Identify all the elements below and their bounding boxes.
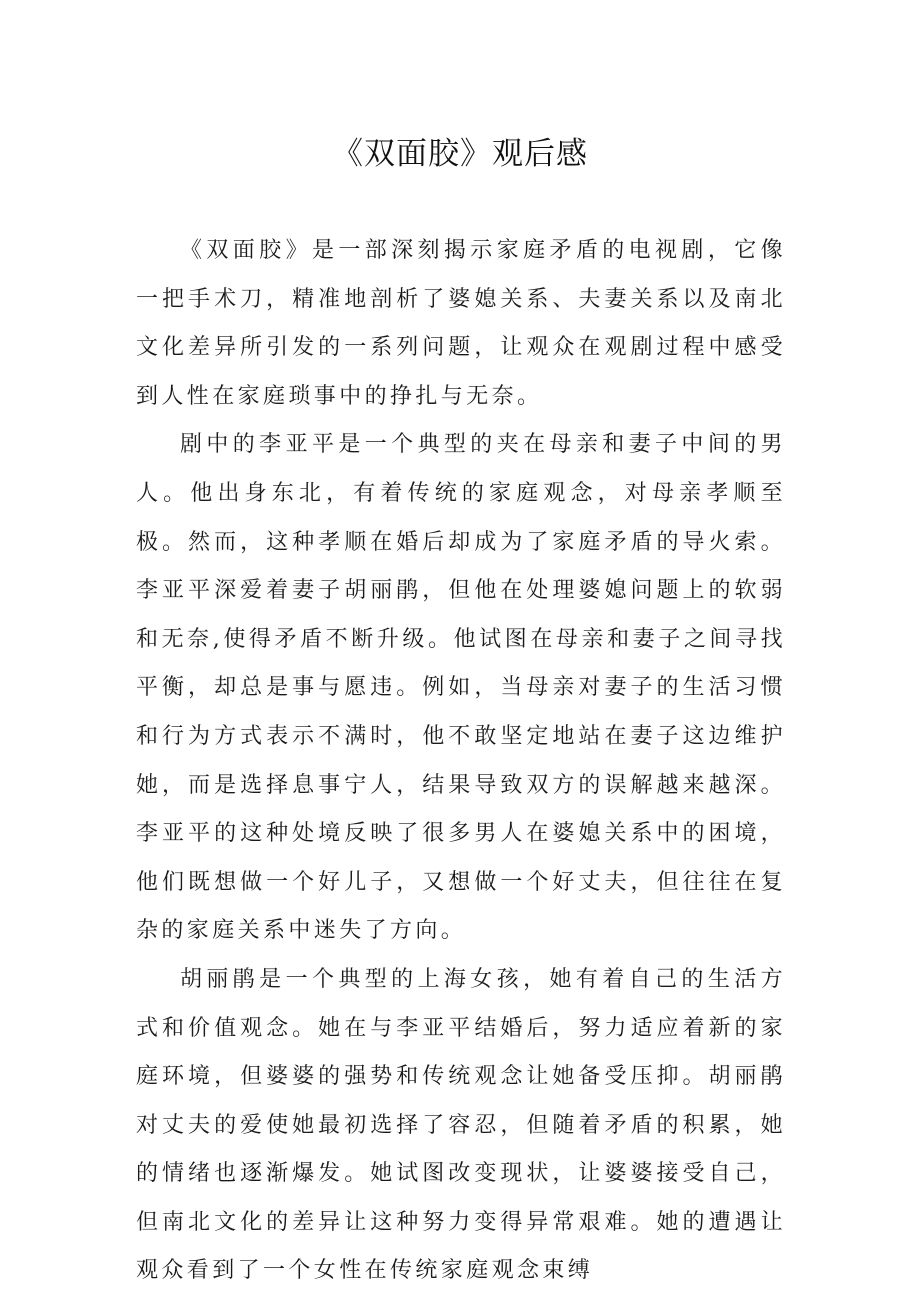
document-body — [136, 227, 786, 1296]
document-title: 《双面胶》观后感 — [332, 136, 588, 172]
paragraph: 剧中的李亚平是一个典型的夹在母亲和妻子中间的男人。他出身东北，有着传统的家庭观念，对母亲孝顺至极。然而，这种孝顺在婚后却成为了家庭矛盾的导火索。李亚平深爱着妻子胡丽鹃，但他在处理婆媳问题上的软弱和无奈,使得矛盾不断升级。他试图在母亲和妻子之间寻找平衡，却总是事与愿违。例如，当母亲对妻子的生活习惯和行为方式表示不满时，他不敢坚定地站在妻子这边维护她，而是选择息事宁人，结果导致双方的误解越来越深。李亚平的这种处境反映了很多男人在婆媳关系中的困境，他们既想做一个好儿子，又想做一个好丈夫，但往往在复杂的家庭关系中迷失了方向。 — [136, 432, 786, 944]
paragraph: 《双面胶》是一部深刻揭示家庭矛盾的电视剧，它像一把手术刀，精准地剖析了婆媳关系、夫妻关系以及南北文化差异所引发的一系列问题，让观众在观剧过程中感受到人性在家庭琐事中的挣扎与无奈。 — [136, 238, 786, 409]
paragraph: 胡丽鹃是一个典型的上海女孩，她有着自己的生活方式和价值观念。她在与李亚平结婚后，努力适应着新的家庭环境，但婆婆的强势和传统观念让她备受压抑。胡丽鹃对丈夫的爱使她最初选择了容忍，但随着矛盾的积累，她的情绪也逐渐爆发。她试图改变现状，让婆婆接受自己，但南北文化的差异让这种努力变得异常艰难。她的遭遇让观众看到了一个女性在传统家庭观念束缚 — [136, 966, 786, 1284]
